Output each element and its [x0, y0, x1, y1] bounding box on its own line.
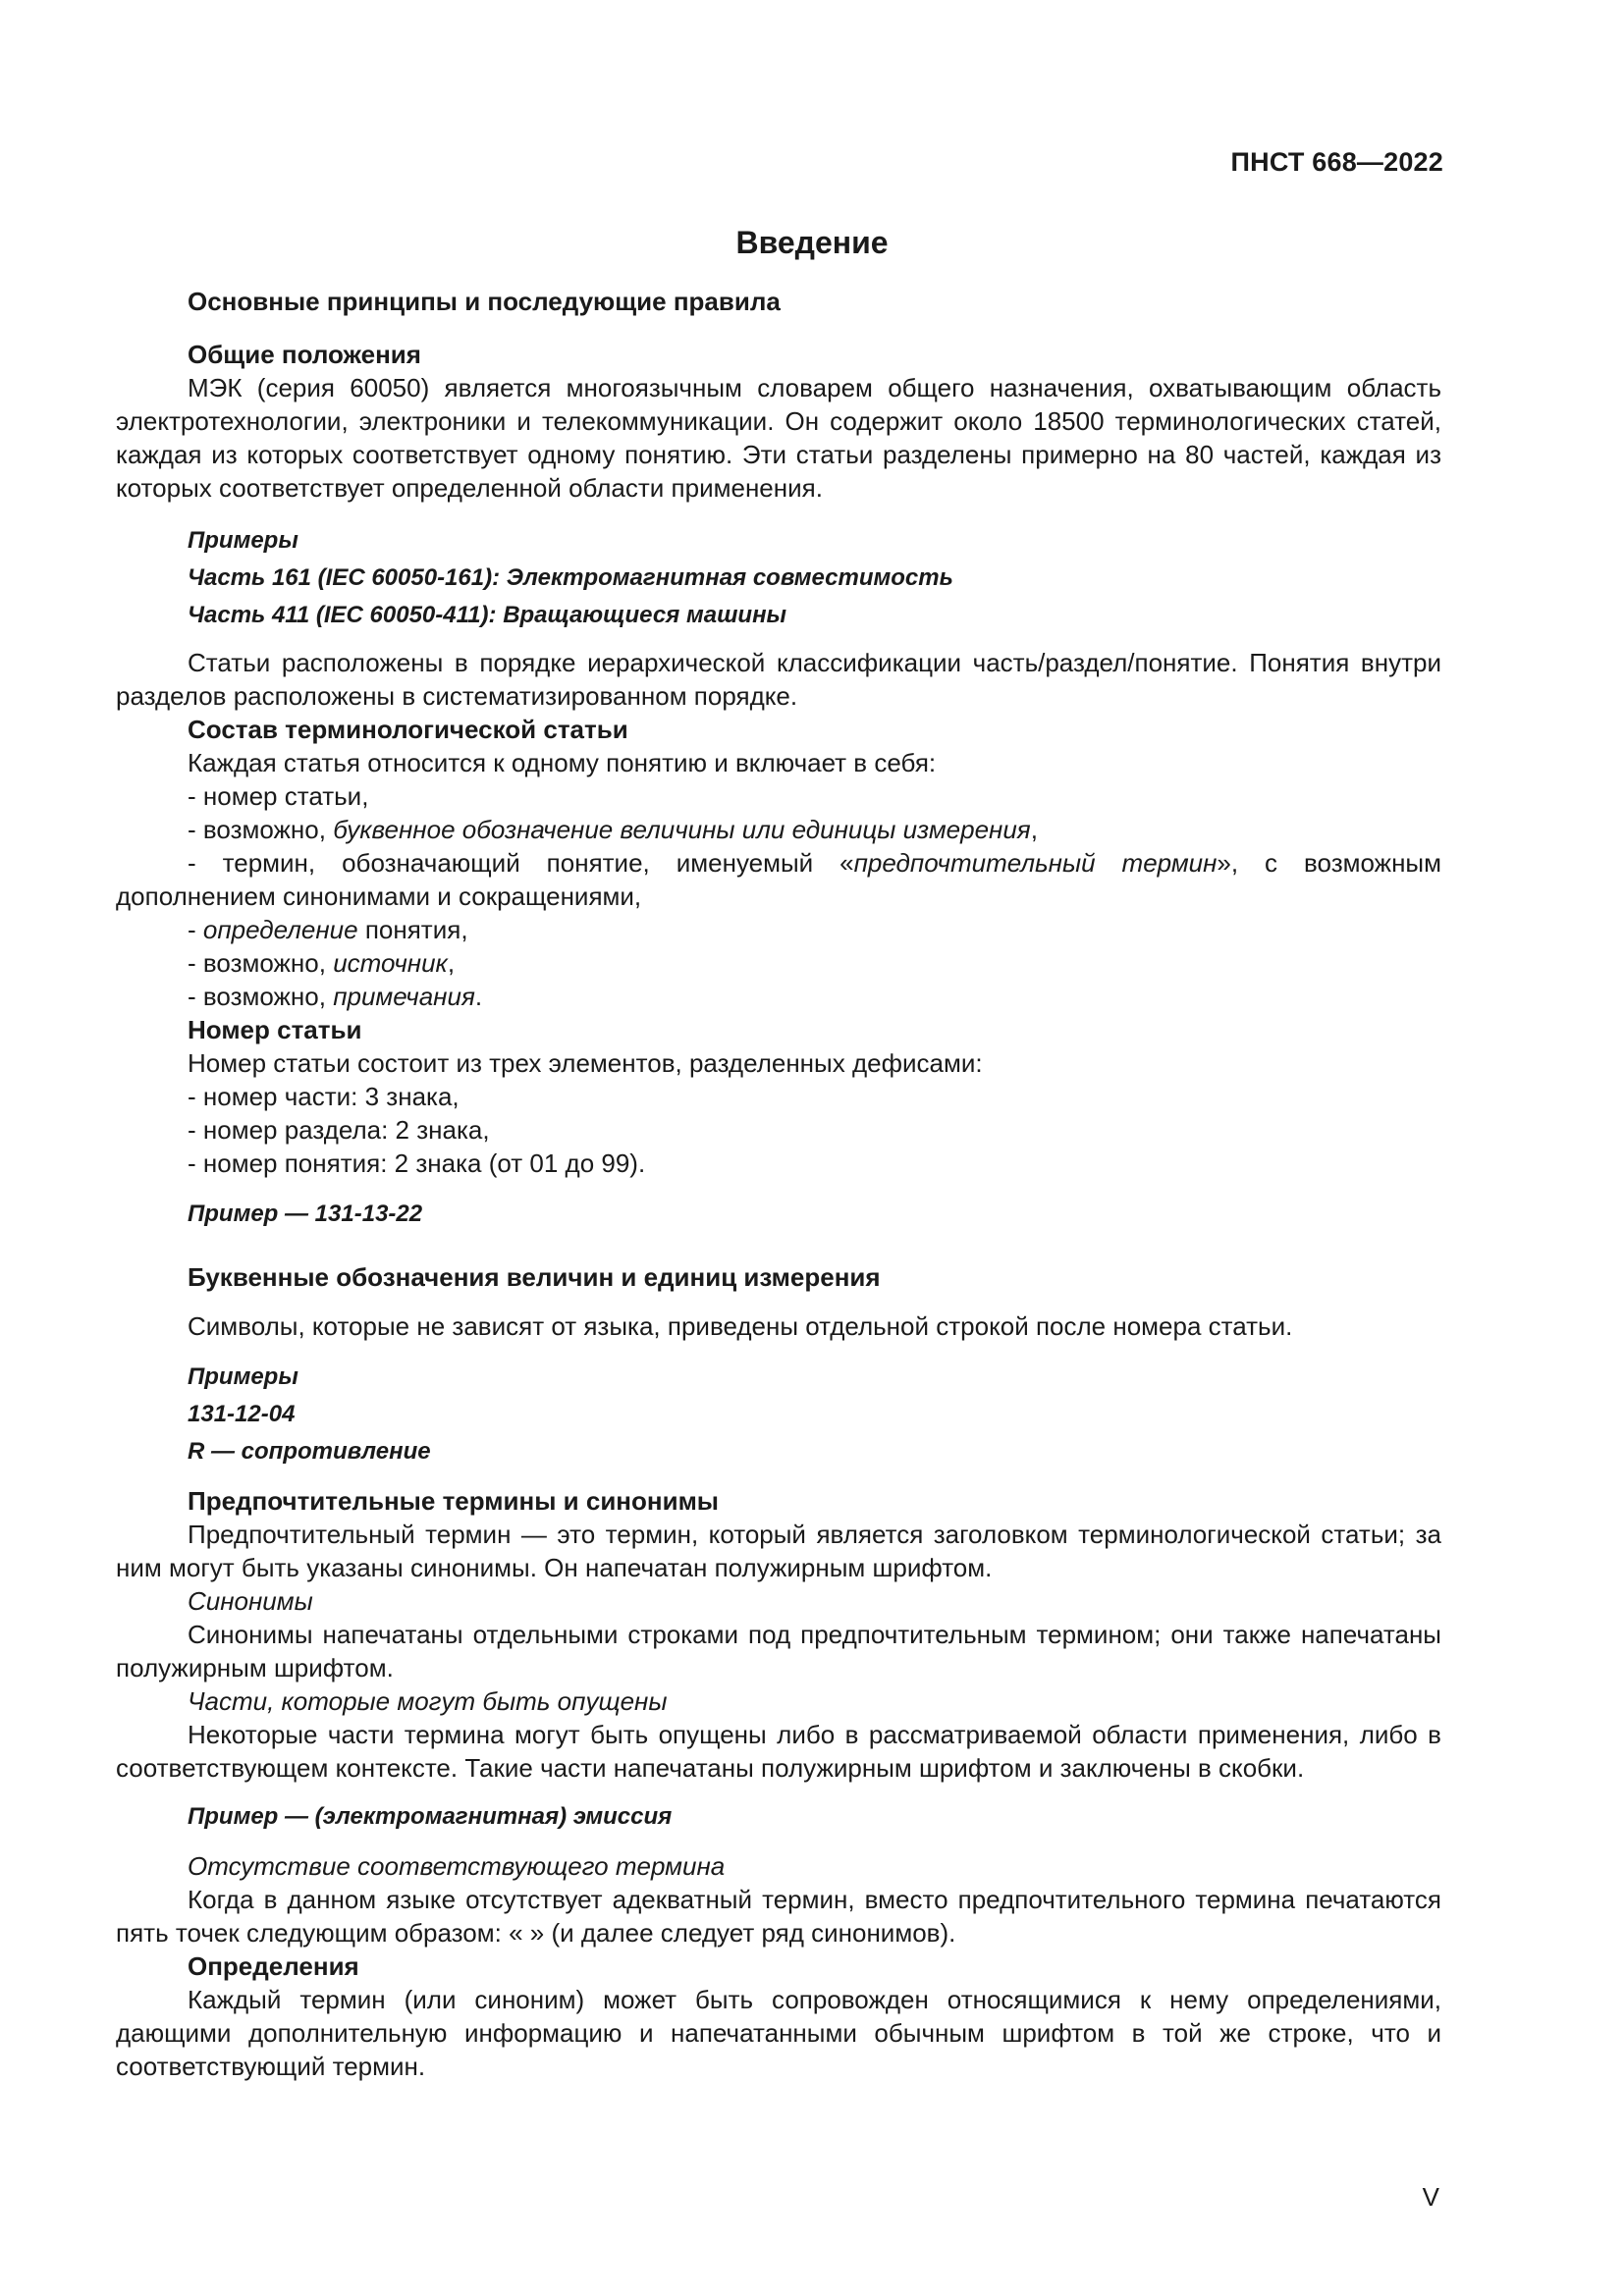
paragraph-definitions: Каждый термин (или синоним) может быть сопровожден относящимися к нему определениями, дающими дополнительную информацию и напечатанными обычным шрифтом в той же строке, что и соответствующий термин.	[116, 1985, 1441, 2081]
paragraph-absent-term: Когда в данном языке отсутствует адекватный термин, вместо предпочтительного термина печатаются пять точек следующим образом: « » (и далее следует ряд синонимов).	[116, 1885, 1441, 1948]
example-article-number: Пример — 131-13-22	[188, 1201, 423, 1227]
paragraph-arrangement: Статьи расположены в порядке иерархической классификации часть/раздел/понятие. Понятия внутри разделов расположены в систематизированном порядке.	[116, 648, 1441, 711]
document-body	[116, 285, 1441, 2083]
list-item: - возможно, примечания.	[188, 982, 483, 1011]
paragraph-synonyms: Синонимы напечатаны отдельными строками под предпочтительным термином; они также напечатаны полужирным шрифтом.	[116, 1620, 1441, 1682]
list-item: - номер понятия: 2 знака (от 01 до 99).	[188, 1148, 646, 1178]
number-intro: Номер статьи состоит из трех элементов, разделенных дефисами:	[188, 1048, 983, 1078]
heading-preferred-terms: Предпочтительные термины и синонимы	[188, 1486, 720, 1516]
list-item: - возможно, буквенное обозначение величины или единицы измерения,	[188, 815, 1038, 844]
paragraph-symbols: Символы, которые не зависят от языка, приведены отдельной строкой после номера статьи.	[188, 1311, 1293, 1341]
examples-label: Примеры	[188, 1363, 298, 1390]
list-item: - возможно, источник,	[188, 948, 456, 978]
heading-definitions: Определения	[188, 1951, 359, 1981]
example-part-411: Часть 411 (IEC 60050-411): Вращающиеся машины	[188, 602, 787, 628]
heading-composition: Состав терминологической статьи	[188, 715, 628, 744]
example-symbol-resistance: R — сопротивление	[188, 1438, 431, 1465]
heading-general: Общие положения	[188, 340, 421, 369]
subheading-synonyms: Синонимы	[188, 1586, 313, 1616]
example-symbol-number: 131-12-04	[188, 1401, 296, 1427]
page-number: V	[1422, 2182, 1439, 2212]
composition-intro: Каждая статья относится к одному понятию и включает в себя:	[188, 748, 937, 777]
examples-label: Примеры	[188, 527, 298, 554]
page-title: Введение	[735, 225, 889, 260]
subheading-omit: Части, которые могут быть опущены	[188, 1686, 668, 1716]
example-omit: Пример — (электромагнитная) эмиссия	[188, 1803, 673, 1830]
paragraph-preferred: Предпочтительный термин — это термин, который является заголовком терминологической статьи; за ним могут быть указаны синонимы. Он напечатан полужирным шрифтом.	[116, 1520, 1441, 1582]
paragraph-general: МЭК (серия 60050) является многоязычным словарем общего назначения, охватывающим область электротехнологии, электроники и телекоммуникации. Он содержит около 18500 терминологических статей, каждая из которых соответствует одному понятию. Эти статьи разделены примерно на 80 частей, каждая из которых соответствует определенной области применения.	[116, 373, 1441, 503]
list-item: - номер статьи,	[188, 781, 369, 811]
list-item: - определение понятия,	[188, 915, 468, 944]
example-part-161: Часть 161 (IEC 60050-161): Электромагнитная совместимость	[188, 564, 953, 591]
list-item: - термин, обозначающий понятие, именуемый «предпочтительный термин», с возможным дополнением синонимами и сокращениями,	[116, 848, 1441, 911]
subheading-absent-term: Отсутствие соответствующего термина	[188, 1851, 726, 1881]
document-id: ПНСТ 668—2022	[1230, 147, 1443, 177]
heading-article-number: Номер статьи	[188, 1015, 362, 1044]
heading-symbols: Буквенные обозначения величин и единиц измерения	[188, 1262, 881, 1292]
paragraph-omit: Некоторые части термина могут быть опущены либо в рассматриваемой области применения, либо в соответствующем контексте. Такие части напечатаны полужирным шрифтом и заключены в скобки.	[116, 1720, 1441, 1783]
list-item: - номер части: 3 знака,	[188, 1082, 460, 1111]
list-item: - номер раздела: 2 знака,	[188, 1115, 490, 1145]
heading-principles: Основные принципы и последующие правила	[188, 287, 781, 316]
